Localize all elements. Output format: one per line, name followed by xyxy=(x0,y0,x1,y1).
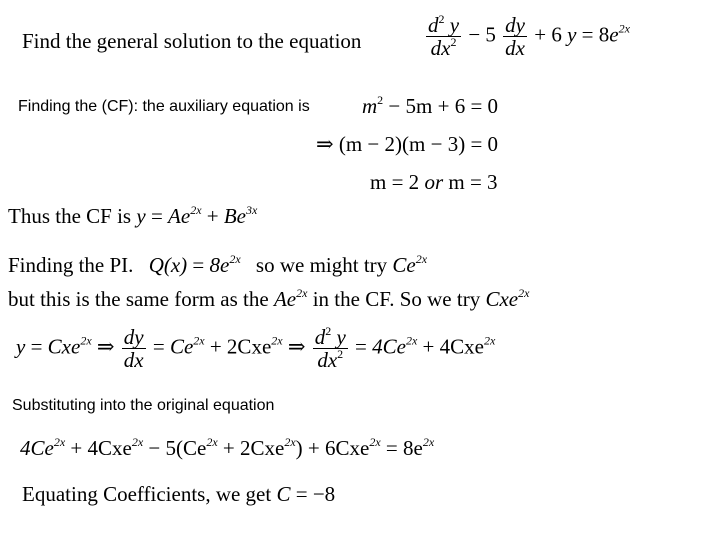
derivatives-line: y = Cxe$^{2x}$ ⇒ $\frac{dy}{dx}$ = $Ce^{2x} + 2Cxe^{2x}$ ⇒ $\frac{d^2 y}{dx^2}$ = $4Ce^{2x} + 4Cxe^{2x}$ xyxy=(16,324,496,372)
dy-dx-fraction: $\frac{dy}{dx}$ xyxy=(123,325,144,372)
substitution-label: Substituting into the original equation xyxy=(12,397,275,414)
pi-intro: Finding the PI. $Q(x) = 8e^{2x}$ so we might try $Ce^{2x}$ xyxy=(8,252,428,277)
question-equation: $\frac{d^2 y}{dx^2}$ − 5 $\frac{dy}{dx}$ + 6 $y = 8e^{2x}$ xyxy=(428,12,630,60)
second-derivative-fraction: $\frac{d^2 y}{dx^2}$ xyxy=(428,12,460,60)
first-derivative-fraction: $\frac{dy}{dx}$ xyxy=(505,13,525,60)
factored-equation: ⇒ (m − 2)(m − 3) = 0 xyxy=(316,132,499,156)
equating-coefficients: Equating Coefficients, we get C = −8 xyxy=(22,482,336,506)
auxiliary-equation: $m^2 - 5m + 6 = 0$ xyxy=(362,93,499,118)
question-prompt: Find the general solution to the equation xyxy=(22,29,362,53)
pi-same-form: but this is the same form as the $Ae^{2x}$ in the CF. So we try Cxe$^{2x}$ xyxy=(8,286,530,311)
cf-label: Finding the (CF): the auxiliary equation is xyxy=(18,98,310,115)
cf-result: Thus the CF is $y = Ae^{2x} + Be^{3x}$ xyxy=(8,203,258,228)
substituted-equation: $4Ce^{2x} + 4Cxe^{2x} - 5(Ce^{2x} + 2Cxe^{2x}) + 6Cxe^{2x} = 8e^{2x}$ xyxy=(20,435,435,460)
d2y-dx2-fraction: $\frac{d^2 y}{dx^2}$ xyxy=(314,324,346,372)
roots-line: m = 2 or m = 3 xyxy=(370,170,498,194)
